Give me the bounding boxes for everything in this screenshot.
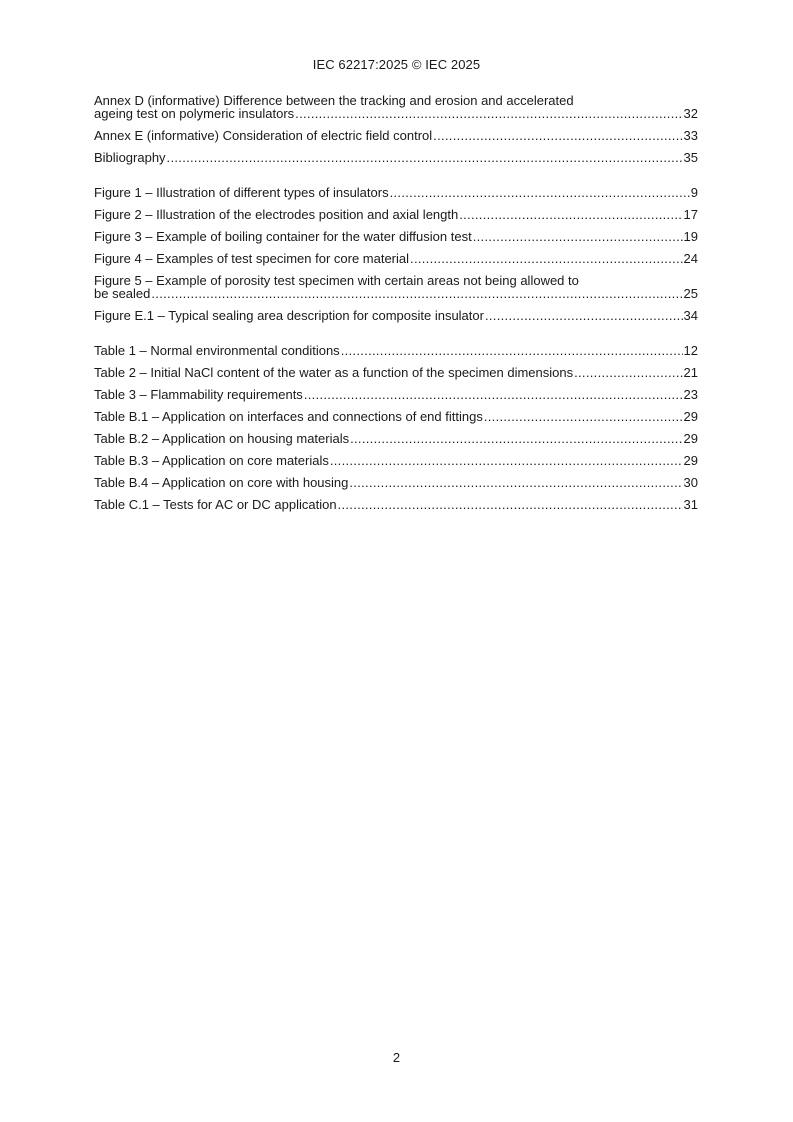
toc-entry-label: be sealed [94, 286, 151, 301]
toc-entry-label: Figure 1 – Illustration of different types of insulators [94, 185, 389, 200]
toc-page-number: 32 [683, 106, 698, 121]
toc-entry-table-3[interactable] [94, 388, 698, 401]
toc-entry-label: Figure 4 – Examples of test specimen for core material [94, 251, 410, 266]
dot-leader [410, 252, 683, 265]
toc-entry-table-2[interactable] [94, 366, 698, 379]
toc-entry-figure-4[interactable] [94, 252, 698, 265]
toc-entry-table-b2[interactable] [94, 432, 698, 445]
toc-entry-label: Figure 3 – Example of boiling container for the water diffusion test [94, 229, 472, 244]
toc-entry-label: Table 3 – Flammability requirements [94, 387, 303, 402]
toc-page-number: 21 [683, 365, 698, 380]
toc-page-number: 30 [683, 475, 698, 490]
toc-entry-label: Figure E.1 – Typical sealing area description for composite insulator [94, 308, 484, 323]
dot-leader [304, 388, 683, 401]
toc-entry-annex-e[interactable] [94, 129, 698, 142]
dot-leader [330, 454, 683, 467]
dot-leader [151, 287, 682, 300]
dot-leader [433, 129, 682, 142]
toc-entry-figure-3[interactable] [94, 230, 698, 243]
toc-entry-label: Table C.1 – Tests for AC or DC application [94, 497, 337, 512]
toc-entry-label: Bibliography [94, 150, 166, 165]
toc-entry-label: Table 1 – Normal environmental conditions [94, 343, 340, 358]
toc-entry-figure-2[interactable] [94, 208, 698, 221]
toc-page-number: 35 [683, 150, 698, 165]
dot-leader [295, 107, 682, 120]
toc-page-number: 33 [683, 128, 698, 143]
toc-page-number: 29 [683, 409, 698, 424]
table-of-contents [94, 94, 698, 520]
toc-page-number: 19 [683, 229, 698, 244]
toc-page-number: 9 [690, 185, 698, 200]
toc-entry-label: Table B.3 – Application on core materials [94, 453, 329, 468]
toc-page-number: 31 [683, 497, 698, 512]
dot-leader [350, 432, 682, 445]
toc-entry-figure-1[interactable] [94, 186, 698, 199]
dot-leader [485, 309, 683, 322]
toc-entry-figure-5[interactable] [94, 274, 698, 300]
page-number: 2 [392, 1050, 401, 1065]
toc-entry-label: Table B.1 – Application on interfaces and connections of end fittings [94, 409, 483, 424]
dot-leader [484, 410, 683, 423]
toc-entry-annex-d[interactable] [94, 94, 698, 120]
toc-page-number: 25 [683, 286, 698, 301]
toc-page-number: 24 [683, 251, 698, 266]
toc-entry-label: Annex E (informative) Consideration of electric field control [94, 128, 433, 143]
toc-entry-label: Table 2 – Initial NaCl content of the water as a function of the specimen dimensions [94, 365, 574, 380]
page-header: IEC 62217:2025 © IEC 2025 [312, 57, 481, 72]
toc-entry-bibliography[interactable] [94, 151, 698, 164]
toc-entry-label: Figure 2 – Illustration of the electrodes position and axial length [94, 207, 459, 222]
toc-entry-table-c1[interactable] [94, 498, 698, 511]
toc-entry-text-line1: Figure 5 – Example of porosity test specimen with certain areas not being allowed to [94, 273, 579, 288]
toc-entry-table-b1[interactable] [94, 410, 698, 423]
dot-leader [167, 151, 683, 164]
toc-page-number: 12 [683, 343, 698, 358]
toc-page-number: 29 [683, 431, 698, 446]
dot-leader [349, 476, 682, 489]
toc-entry-label: Table B.4 – Application on core with housing [94, 475, 349, 490]
dot-leader [338, 498, 683, 511]
dot-leader [459, 208, 682, 221]
toc-page-number: 17 [683, 207, 698, 222]
toc-page-number: 29 [683, 453, 698, 468]
toc-entry-label: ageing test on polymeric insulators [94, 106, 295, 121]
toc-entry-text-line1: Annex D (informative) Difference between the tracking and erosion and accelerated [94, 93, 574, 108]
toc-entry-figure-e1[interactable] [94, 309, 698, 322]
toc-entry-label: Table B.2 – Application on housing materials [94, 431, 350, 446]
toc-page-number: 34 [683, 308, 698, 323]
dot-leader [473, 230, 683, 243]
toc-entry-table-1[interactable] [94, 344, 698, 357]
dot-leader [341, 344, 683, 357]
dot-leader [574, 366, 682, 379]
toc-page-number: 23 [683, 387, 698, 402]
toc-entry-table-b4[interactable] [94, 476, 698, 489]
toc-entry-table-b3[interactable] [94, 454, 698, 467]
dot-leader [390, 186, 690, 199]
